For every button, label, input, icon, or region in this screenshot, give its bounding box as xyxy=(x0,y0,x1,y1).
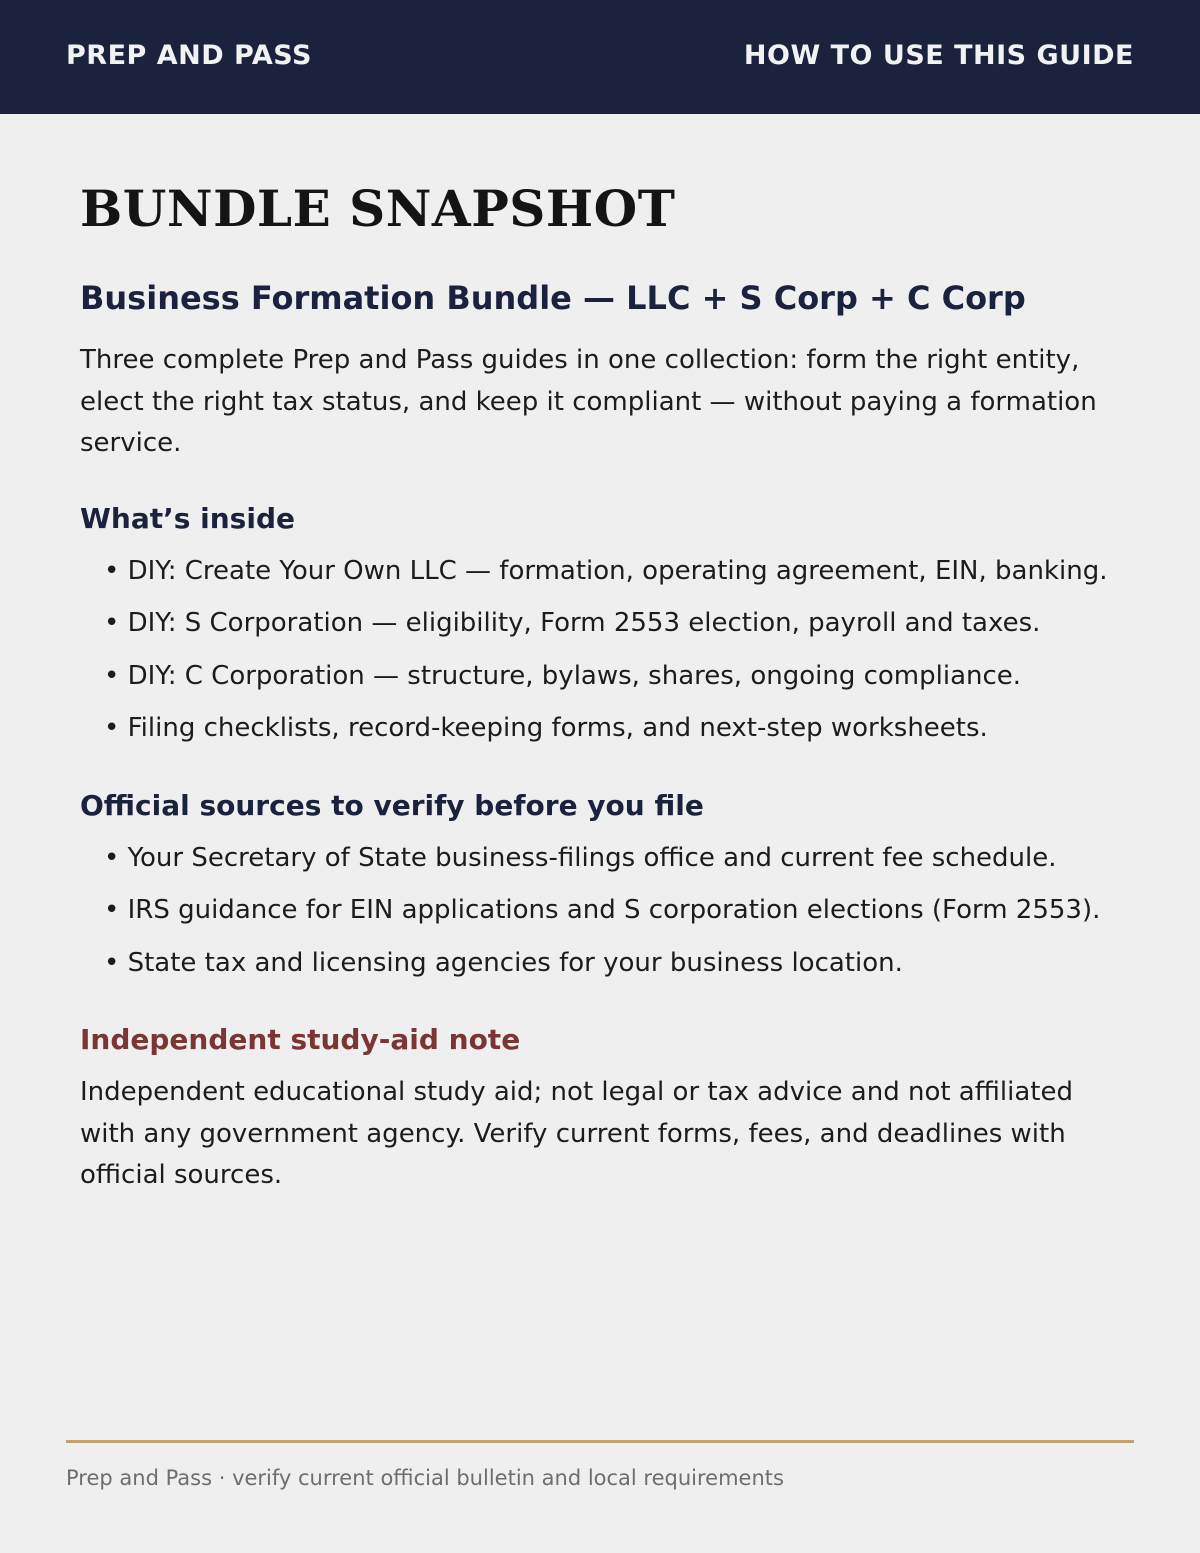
list-item: • DIY: Create Your Own LLC — formation, operating agreement, EIN, banking. xyxy=(104,555,1108,586)
how-to-use-guide-link[interactable]: HOW TO USE THIS GUIDE xyxy=(743,40,1134,71)
list-item: • Your Secretary of State business-filings office and current fee schedule. xyxy=(104,842,1057,873)
official-sources-heading: Official sources to verify before you file xyxy=(80,788,704,822)
page-title: BUNDLE SNAPSHOT xyxy=(80,179,676,238)
whats-inside-heading: What’s inside xyxy=(80,501,295,535)
study-aid-note-text: Independent educational study aid; not legal or tax advice and not affiliated with any government agency. Verify current forms, fees, and deadlines with official sources. xyxy=(80,1077,1073,1190)
list-item: • DIY: S Corporation — eligibility, Form 2553 election, payroll and taxes. xyxy=(104,608,1041,638)
list-item: • DIY: C Corporation — structure, bylaws, shares, ongoing compliance. xyxy=(104,660,1022,691)
brand-name[interactable]: PREP AND PASS xyxy=(66,40,312,71)
top-bar xyxy=(0,0,1200,114)
bundle-title: Business Formation Bundle — LLC + S Corp + C Corp xyxy=(80,279,1026,317)
study-aid-note-heading: Independent study-aid note xyxy=(80,1023,521,1056)
footer-divider xyxy=(66,1440,1134,1443)
list-item: • Filing checklists, record-keeping forms, and next-step worksheets. xyxy=(104,713,988,743)
official-sources-list xyxy=(80,838,1130,985)
list-item: • IRS guidance for EIN applications and S corporation elections (Form 2553). xyxy=(104,895,1101,925)
whats-inside-list xyxy=(80,551,1130,750)
list-item: • State tax and licensing agencies for your business location. xyxy=(104,947,903,978)
bundle-description: Three complete Prep and Pass guides in one collection: form the right entity, elect the right tax status, and keep it compliant — without paying a formation service. xyxy=(80,345,1097,458)
main-content xyxy=(80,178,1130,1197)
footer-text: Prep and Pass · verify current official bulletin and local requirements xyxy=(66,1466,784,1490)
